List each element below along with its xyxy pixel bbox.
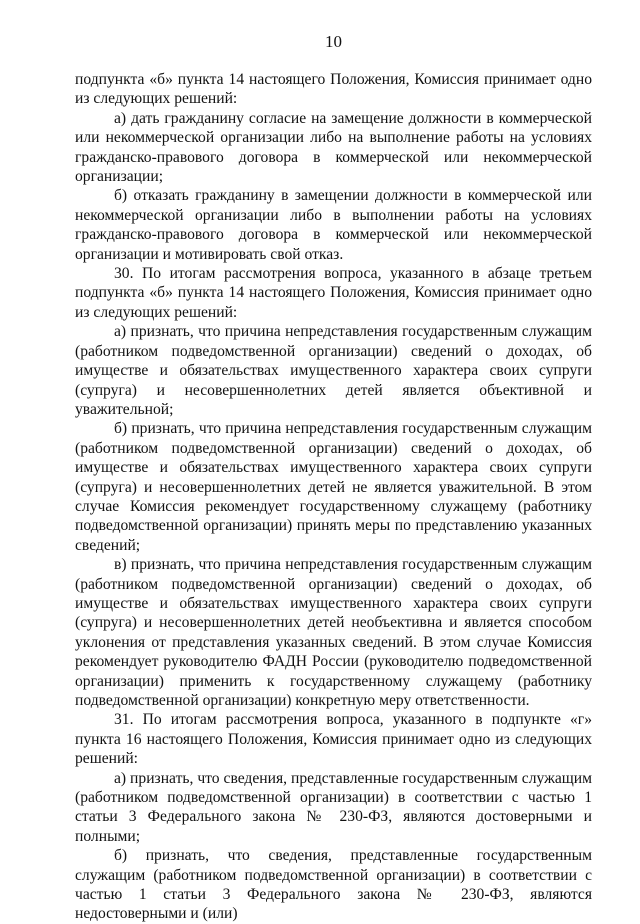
paragraph-29a: а) дать гражданину согласие на замещение должности в коммерческой или некоммерческой организации либо на выполнение работы на условиях гражданско-правового договора в коммерческой или некоммерческой организации; bbox=[75, 109, 592, 186]
paragraph-31a: а) признать, что сведения, представленные государственным служащим (работником подведомственной организации) в соответствии с частью 1 статьи 3 Федерального закона № 230-ФЗ, являются достоверными и полными; bbox=[75, 769, 592, 845]
paragraph-30a: а) признать, что причина непредставления государственным служащим (работником подведомственной организации) сведений о доходах, об имуществе и обязательствах имущественного характера своих супруги (супруга) и несовершеннолетних детей является объективной и уважительной; bbox=[75, 323, 592, 418]
page-number: 10 bbox=[325, 32, 342, 51]
paragraph-continuation: подпункта «б» пункта 14 настоящего Положения, Комиссия принимает одно из следующих решений: bbox=[75, 71, 592, 108]
paragraph-30: 30. По итогам рассмотрения вопроса, указанного в абзаце третьем подпункта «б» пункта 14 настоящего Положения, Комиссия принимает одно из следующих решений: bbox=[75, 265, 592, 321]
paragraph-29b: б) отказать гражданину в замещении должности в коммерческой или некоммерческой организации либо в выполнении работы на условиях гражданско-правового договора в коммерческой или некоммерческой организации и мотивировать свой отказ. bbox=[75, 187, 592, 263]
paragraph-30c: в) признать, что причина непредставления государственным служащим (работником подведомственной организации) сведений о доходах, об имуществе и обязательствах имущественного характера своих супруги (супруга) и несовершеннолетних детей необъективна и является способом уклонения от представления указанных сведений. В этом случае Комиссия рекомендует руководителю ФАДН России (руководителю подведомственной организации) применить к государственному служащему (работнику подведомственной организации) конкретную меру ответственности. bbox=[75, 556, 592, 709]
paragraph-31: 31. По итогам рассмотрения вопроса, указанного в подпункте «г» пункта 16 настоящего Положения, Комиссия принимает одно из следующих решений: bbox=[75, 711, 592, 768]
document-body bbox=[75, 70, 592, 924]
paragraph-30b: б) признать, что причина непредставления государственным служащим (работником подведомственной организации) сведений о доходах, об имуществе и обязательствах имущественного характера своих супруги (супруга) и несовершеннолетних детей не является уважительной. В этом случае Комиссия рекомендует государственному служащему (работнику подведомственной организации) принять меры по представлению указанных сведений; bbox=[75, 420, 592, 554]
paragraph-31b: б) признать, что сведения, представленные государственным служащим (работником подведомственной организации) в соответствии с частью 1 статьи 3 Федерального закона № 230-ФЗ, являются недостоверными и (или) bbox=[75, 847, 592, 923]
